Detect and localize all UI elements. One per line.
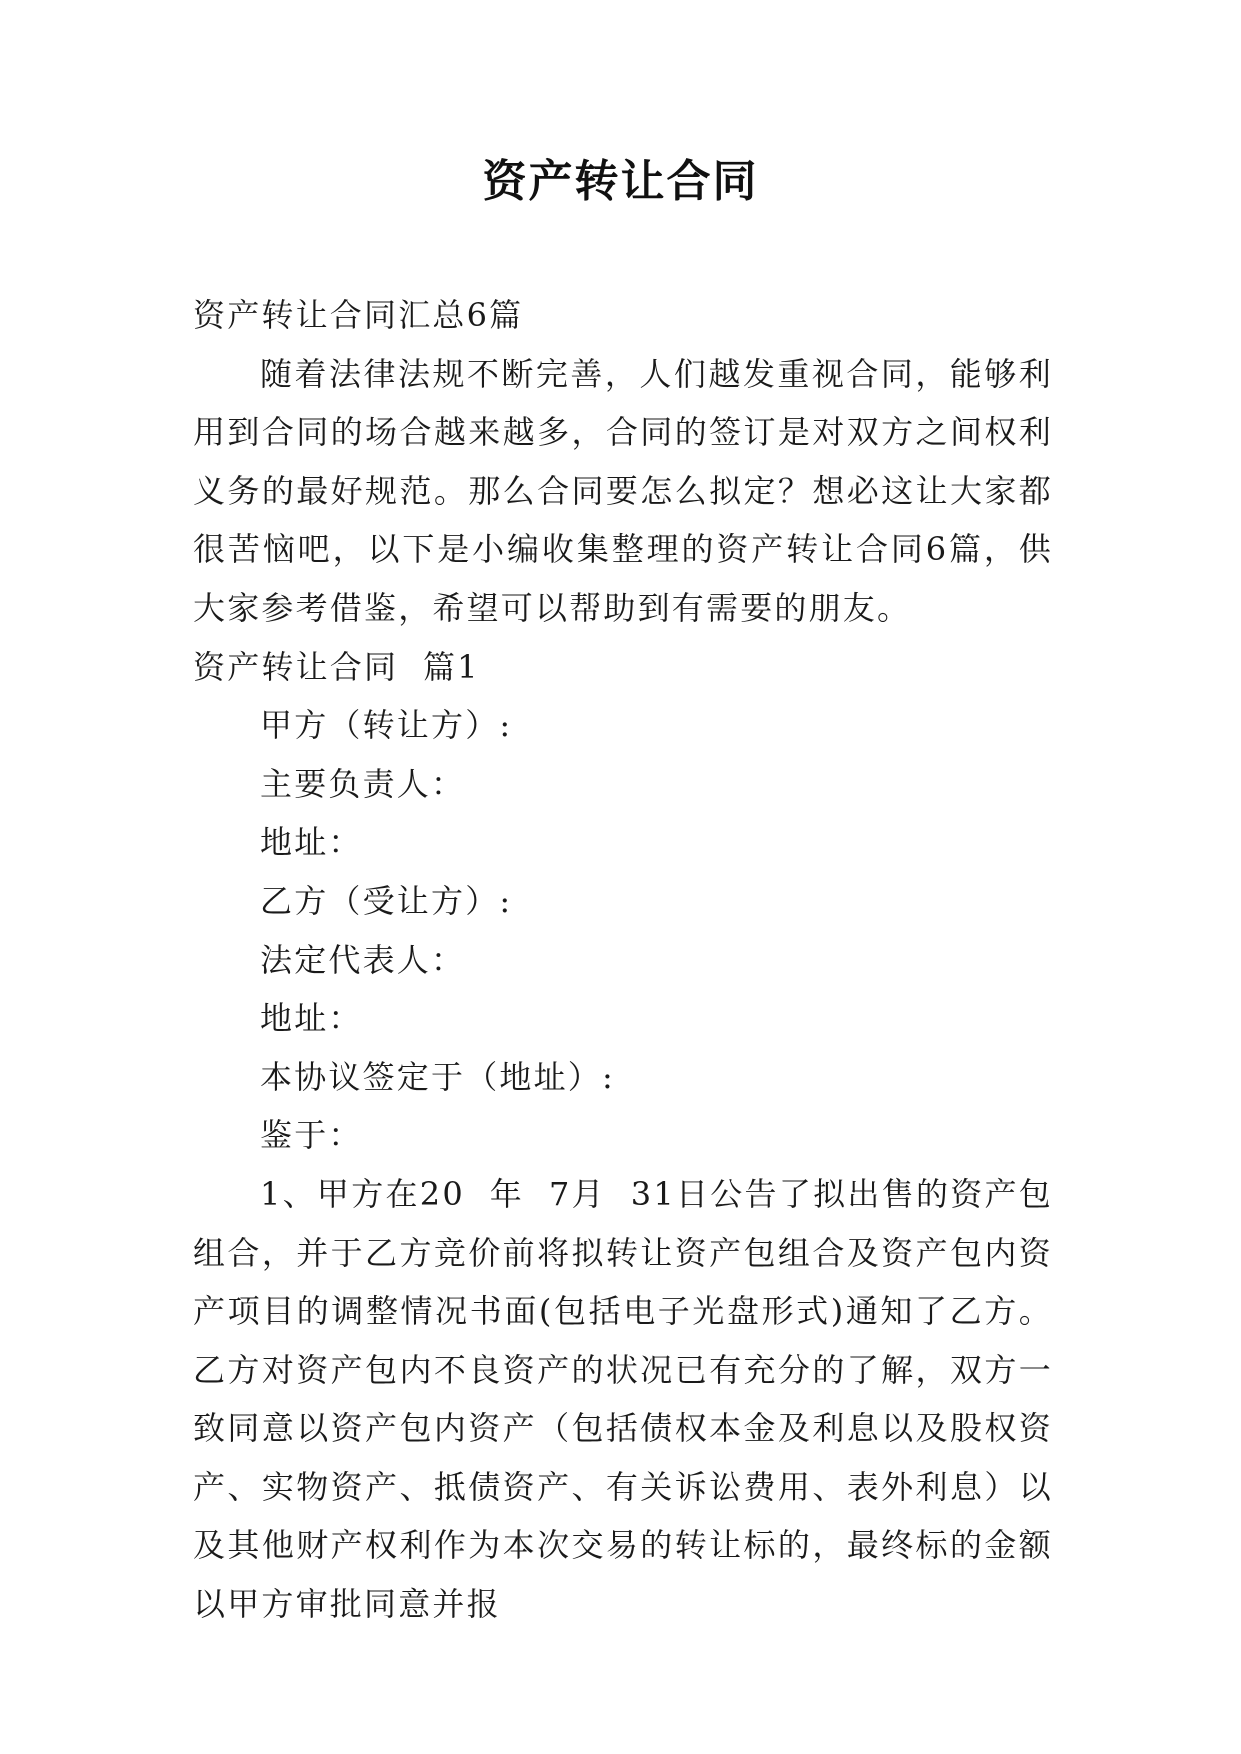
document-body bbox=[193, 286, 1053, 1634]
field-address-a: 地址： bbox=[260, 823, 363, 862]
section-heading: 资产转让合同 篇1 bbox=[193, 647, 480, 686]
field-legal-rep: 法定代表人： bbox=[260, 940, 466, 979]
document-subtitle: 资产转让合同汇总6篇 bbox=[193, 296, 524, 334]
field-signing-place: 本协议签定于（地址）: bbox=[260, 1057, 615, 1096]
field-party-a: 甲方（转让方）: bbox=[260, 706, 513, 745]
clause-1: 1、甲方在20 年 7月 31日公告了拟出售的资产包组合，并于乙方竞价前将拟转让资产包组合及资产包内资产项目的调整情况书面(包括电子光盘形式)通知了乙方。乙方对资产包内不良资产的状况已有充分的了解，双方一致同意以资产包内资产（包括债权本金及利息以及股权资产、实物资产、抵债资产、有关诉讼费用、表外利息）以及其他财产权利作为本次交易的转让标的，最终标的金额以甲方审批同意并报 bbox=[193, 1174, 1053, 1624]
field-whereas: 鉴于： bbox=[260, 1116, 363, 1155]
document-title: 资产转让合同 bbox=[482, 156, 759, 207]
field-party-b: 乙方（受让方）: bbox=[260, 881, 513, 920]
field-principal: 主要负责人： bbox=[260, 764, 466, 803]
field-address-b: 地址： bbox=[260, 999, 363, 1038]
intro-paragraph: 随着法律法规不断完善，人们越发重视合同，能够利用到合同的场合越来越多，合同的签订是对双方之间权利义务的最好规范。那么合同要怎么拟定？想必这让大家都很苦恼吧，以下是小编收集整理的资产转让合同6篇，供大家参考借鉴，希望可以帮助到有需要的朋友。 bbox=[193, 354, 1053, 627]
